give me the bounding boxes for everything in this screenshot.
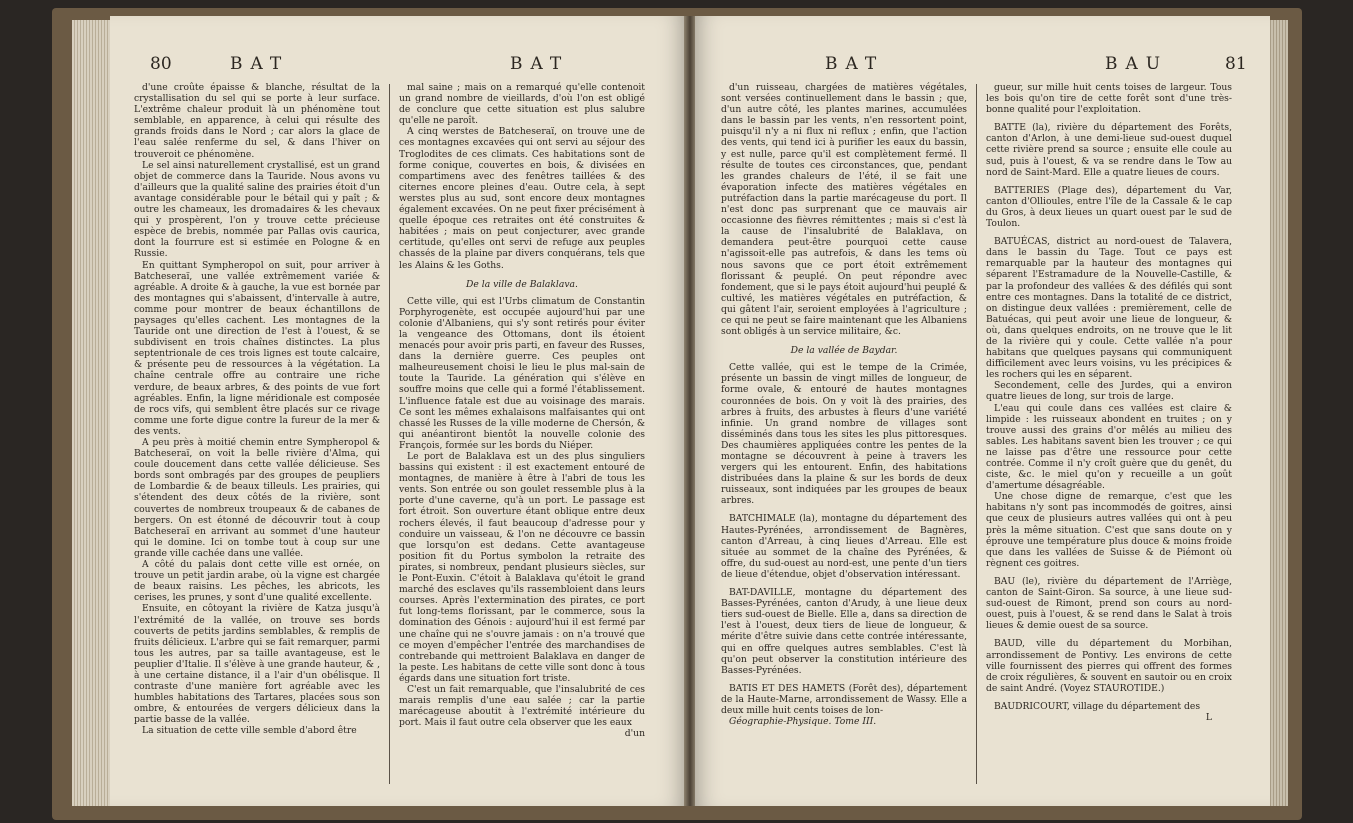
signature-mark: L [1205,711,1212,723]
left-page-number: 80 [150,54,172,74]
paragraph: Le sel ainsi naturellement crystallisé, est un grand objet de commerce dans la Tauride. Nous avons vu d'ailleurs que la qualité saline des prairies étoit d'un avantage considérable pour le bétail qui y paît ; & outre les chameaux, les dromadaires & les chevaux qui y prospèrent, l'on y trouve cette précieuse espèce de brebis, nommée par Pallas ovis caurica, dont la fourrure est si estimée en Pologne & en Russie. [134,159,380,260]
right-page [695,16,1270,806]
paragraph: L'eau qui coule dans ces vallées est claire & limpide : les ruisseaux abondent en truites ; on y trouve aussi des grains d'or mêlés au milieu des sables. Les habitans savent bien les trouver ; ce qui ne laisse pas d'être une ressource pour cette contrée. Comme il n'y croît guère que du genêt, du ciste, &c. le miel qu'on y recueille a un goût d'amertume désagréable. [986,402,1232,492]
paragraph: A côté du palais dont cette ville est ornée, on trouve un petit jardin arabe, où la vigne est chargée de beaux raisins. Les pêches, les abricots, les cerises, les prunes, y sont d'une qualité excellente. [134,559,380,604]
paragraph: gueur, sur mille huit cents toises de largeur. Tous les bois qu'on tire de cette forêt sont d'une très-bonne qualité pour l'exploitation. [986,82,1232,116]
dictionary-entry: BATCHIMALE (la), montagne du département des Hautes-Pyrénées, arrondissement de Bagnères, canton d'Arreau, à cinq lieues d'Arreau. Elle est située au sommet de la chaîne des Pyrénées, & offre, du sud-ouest au nord-est, une pente d'un tiers de lieue d'étendue, objet d'observation intéressant. [721,513,967,580]
left-head-word-1: BAT [230,54,290,74]
section-heading: De la vallée de Baydar. [790,345,898,357]
left-column-2 [399,82,645,739]
column-rule [976,84,977,784]
paragraph: Ensuite, en côtoyant la rivière de Katza jusqu'à l'extrémité de la vallée, on trouve ses bords couverts de petits jardins semblables, & remplis de fruits délicieux. L'arbre qui se fait remarquer, parmi tous les autres, par sa taille avantageuse, est le peuplier d'Italie. Il s'élève à une grande hauteur, & , à une certaine distance, il a l'air d'un obélisque. Il contraste d'une manière fort agréable avec les humbles habitations des Tartares, placées sous son ombre, & entourées de vergers délicieux dans la partie basse de la vallée. [134,603,380,726]
paragraph: d'une croûte épaisse & blanche, résultat de la crystallisation du sel qui se porte à leur surface. L'extrême chaleur produit là un phénomène tout semblable, en apparence, à celui qui résulte des grands froids dans le Nord ; car alors la glace de l'eau salée renferme du sel, & dans l'hiver on trouveroit ce phénomène. [134,82,380,160]
column-rule [389,84,390,784]
right-column-1 [721,82,967,727]
left-column-1 [134,82,380,737]
section-heading: De la ville de Balaklava. [466,278,578,290]
catchword: d'un [624,728,645,740]
right-running-head [695,54,1270,80]
footer-title: Géographie-Physique. Tome III. [729,716,877,728]
paragraph: mal saine ; mais on a remarqué qu'elle contenoit un grand nombre de vieillards, d'où l'on est obligé de conclure que cette situation est plus salubre qu'elle ne paroît. [399,82,645,127]
paragraph: La situation de cette ville semble d'abord être [142,725,357,737]
paragraph: Cette vallée, qui est le tempe de la Crimée, présente un bassin de vingt milles de longueur, de forme ovale, & entouré de hautes montagnes couronnées de bois. On y voit là des prairies, des arbres à fruits, des arbustes à fleurs d'une variété infinie. Un grand nombre de villages sont disséminés dans tous les sites les plus pittoresques. Des chaumières appliquées contre les pentes de la montagne se découvrent à peine à travers les vergers qui les entourent. Enfin, des habitations distribuées dans la plaine & sur les bords de deux ruisseaux, sont indiquées par les groupes de beaux arbres. [721,362,967,507]
paragraph: En quittant Sympheropol on suit, pour arriver à Batcheseraï, une vallée extrêmement variée & agréable. A droite & à gauche, la vue est bornée par des montagnes qui s'abaissent, d'intervalle à autre, comme pour montrer de beaux échantillons de paysages qu'elles cachent. Les montagnes de la Tauride ont une direction de l'est à l'ouest, & se subdivisent en trois chaînes distinctes. La plus septentrionale de ces trois lignes est toute calcaire, & présente peu de ressources à la végétation. La chaîne centrale offre au contraire une riche verdure, de beaux arbres, & des points de vue fort agréables. Enfin, la ligne méridionale est composée de rocs vifs, qui semblent être placés sur ce rivage comme une forte digue contre la fureur de la mer & des vents. [134,259,380,437]
dictionary-entry: BATUÉCAS, district au nord-ouest de Talavera, dans le bassin du Tage. Tout ce pays est remarquable par la hauteur des montagnes qui séparent l'Estramadure de la Nouvelle-Castille, & par la profondeur des vallées & des défilés qui sont entre ces montagnes. Dans la totalité de ce district, on distingue deux vallées : premièrement, celle de Batuécas, qui peut avoir une lieue de longueur, & où, dans quelques endroits, on ne trouve que le lit de la rivière qui y coule. Cette vallée n'a pour habitans que quelques paysans qui communiquent difficilement avec leurs voisins, vu les précipices & les rochers qui les en séparent. [986,236,1232,381]
left-running-head [110,54,685,80]
paragraph: A peu près à moitié chemin entre Sympheropol & Batcheseraï, on voit la belle rivière d'Alma, qui coule doucement dans cette vallée délicieuse. Ses bords sont ombragés par des groupes de peupliers de Lombardie & de beaux tilleuls. Les prairies, qui s'étendent des deux côtés de la rivière, sont couvertes de nombreux troupeaux & de cabanes de bergers. On est étonné de découvrir tout à coup Batcheseraï en arrivant au sommet d'une hauteur qui le domine. Ici on tombe tout à coup sur une grande ville cachée dans une vallée. [134,437,380,559]
dictionary-entry: BATTE (la), rivière du département des Forêts, canton d'Arlon, à une demi-lieue sud-ouest duquel cette rivière prend sa source ; ensuite elle coule au sud, puis à l'ouest, & va se rendre dans le Tow au nord de Saint-Mard. Elle a quatre lieues de cours. [986,122,1232,178]
paragraph: C'est un fait remarquable, que l'insalubrité de ces marais remplis d'une eau salée ; car la partie marécageuse aboutit à l'extrémité intérieure du port. Mais il faut outre cela observer que les eaux [399,683,645,729]
page-edges-left [72,20,112,806]
dictionary-entry: BAU (le), rivière du département de l'Arriège, canton de Saint-Giron. Sa source, à une lieue sud-sud-ouest de Rimont, prend son cours au nord-ouest, puis à l'ouest, & se rend dans le Salat à trois lieues & demie ouest de sa source. [986,575,1232,632]
paragraph: Secondement, celle des Jurdes, qui a environ quatre lieues de long, sur trois de large. [986,380,1232,403]
dictionary-entry: BATIS ET DES HAMETS (Forêt des), département de la Haute-Marne, arrondissement de Wassy. Elle a deux mille huit cents toises de lon- [721,682,967,716]
paragraph: Le port de Balaklava est un des plus singuliers bassins qui existent : il est exactement entouré de montagnes, de manière à être à l'abri de tous les vents. Son entrée ou son goulet ressemble plus à la porte d'une caverne, qu'à un port. Le passage est fort étroit. Son ouverture étant oblique entre deux rochers élevés, il faut beaucoup d'adresse pour y conduire un vaisseau, & l'on ne découvre ce bassin que lorsqu'on est dedans. Cette avantageuse position fit du Portus symbolon la retraite des pirates, si nombreux, pendant plusieurs siècles, sur le Pont-Euxin. C'étoit à Balaklava qu'étoit le grand marché des esclaves qu'ils rassembloient dans leurs courses. Après l'extermination des pirates, ce port fut long-tems florissant, par le commerce, sous la domination des Génois : aujourd'hui il est fermé par une chaîne qui ne s'ouvre jamais : on n'a trouvé que ce moyen d'empêcher l'entrée des marchandises de contrebande qui mettroient Balaklava en danger de la peste. Les habitans de cette ville sont donc à tous égards dans une situation fort triste. [399,451,645,684]
right-head-word-2: BAU [1105,54,1169,74]
right-page-number: 81 [1225,54,1247,74]
left-head-word-2: BAT [510,54,570,74]
dictionary-entry: BATTERIES (Plage des), département du Var, canton d'Ollioules, entre l'île de la Cassale & le cap du Gros, à deux lieues un quart ouest par le sud de Toulon. [986,184,1232,230]
paragraph: Cette ville, qui est l'Urbs climatum de Constantin Porphyrogenète, est occupée aujourd'hui par une colonie d'Albaniens, qui s'y sont retirés pour éviter la vengeance des Ottomans, dont ils étoient menacés pour avoir pris parti, en faveur des Russes, dans la dernière guerre. Ces peuples ont malheureusement choisi le lieu le plus mal-sain de toute la Tauride. La génération qui s'élève en souffre moins que celle qui a formé l'établissement. L'influence fatale est due au voisinage des marais. Ce sont les mêmes exhalaisons malfaisantes qui ont chassé les Russes de la ville moderne de Chersón, & qui anéantiront bientôt la nouvelle colonie des François, formée sur les bords du Niéper. [399,295,645,451]
paragraph: Une chose digne de remarque, c'est que les habitans n'y sont pas incommodés de goitres, ainsi que ceux de plusieurs autres vallées qui ont à peu près la même situation. C'est que sans doute on y éprouve une température plus douce & moins froide que dans les vallées de Suisse & de Piémont où règnent ces goitres. [986,491,1232,569]
left-page [110,16,685,806]
right-column-2 [986,82,1232,723]
paragraph: A cinq werstes de Batcheseraï, on trouve une de ces montagnes excavées qui ont servi au séjour des Troglodites de ces climats. Ces habitations sont de forme conique, couvertes en bois, & divisées en compartimens avec des fenêtres taillées & des citernes encore pleines d'eau. Outre cela, à sept werstes plus au sud, sont encore deux montagnes également excavées. On ne peut fixer précisément à quelle époque ces retraites ont été construites & habitées ; mais on peut conjecturer, avec grande certitude, qu'elles ont servi de refuge aux peuples chassés de la plaine par divers conquérans, tels que les Alains & les Goths. [399,126,645,271]
dictionary-entry: BAUD, ville du département du Morbihan, arrondissement de Pontivy. Les environs de cette ville fournissent des pierres qui offrent des formes de croix régulières, & souvent en sautoir ou en croix de saint André. (Voyez STAUROTIDE.) [986,638,1232,694]
dictionary-entry: BAT-DAVILLE, montagne du département des Basses-Pyrénées, canton d'Arudy, à une lieue deux tiers sud-ouest de Bielle. Elle a, dans sa direction de l'est à l'ouest, deux tiers de lieue de longueur, & mérite d'être suivie dans cette contrée intéressante, qui en offre quelques autres semblables. C'est là qu'on peut observer la constitution intérieure des Basses-Pyrénées. [721,587,967,676]
paragraph: d'un ruisseau, chargées de matières végétales, sont versées continuellement dans le bassin ; que, d'un autre côté, les plantes marines, accumulées dans le bassin par les vents, n'en ressortent point, puisqu'il n'y a ni flux ni reflux ; enfin, que l'action des vents, qui tend ici à purifier les eaux du bassin, y est nulle, parce qu'il est complètement fermé. Il résulte de toutes ces circonstances, que, pendant les grandes chaleurs de l'été, il se fait une évaporation infecte des matières végétales en putréfaction dans la partie marécageuse du port. Il n'est donc pas surprenant que ce mauvais air occasionne des fièvres rémittentes ; mais si c'est là la cause de l'insalubrité de Balaklava, on demandera peut-être pourquoi cette cause n'agissoit-elle pas autrefois, & dans les tems où nous savons que ce port étoit extrêmement florissant & peuplé. On peut répondre avec fondement, que si le pays étoit aujourd'hui peuplé & cultivé, les matières végétales en putréfaction, & qui gâtent l'air, seroient employées à l'agriculture ; ce qui ne peut se faire maintenant que les Albaniens sont obligés à un service militaire, &c. [721,82,967,338]
dictionary-entry: BAUDRICOURT, village du département des [994,700,1201,712]
page-edges-right [1268,20,1288,806]
right-head-word-1: BAT [825,54,885,74]
